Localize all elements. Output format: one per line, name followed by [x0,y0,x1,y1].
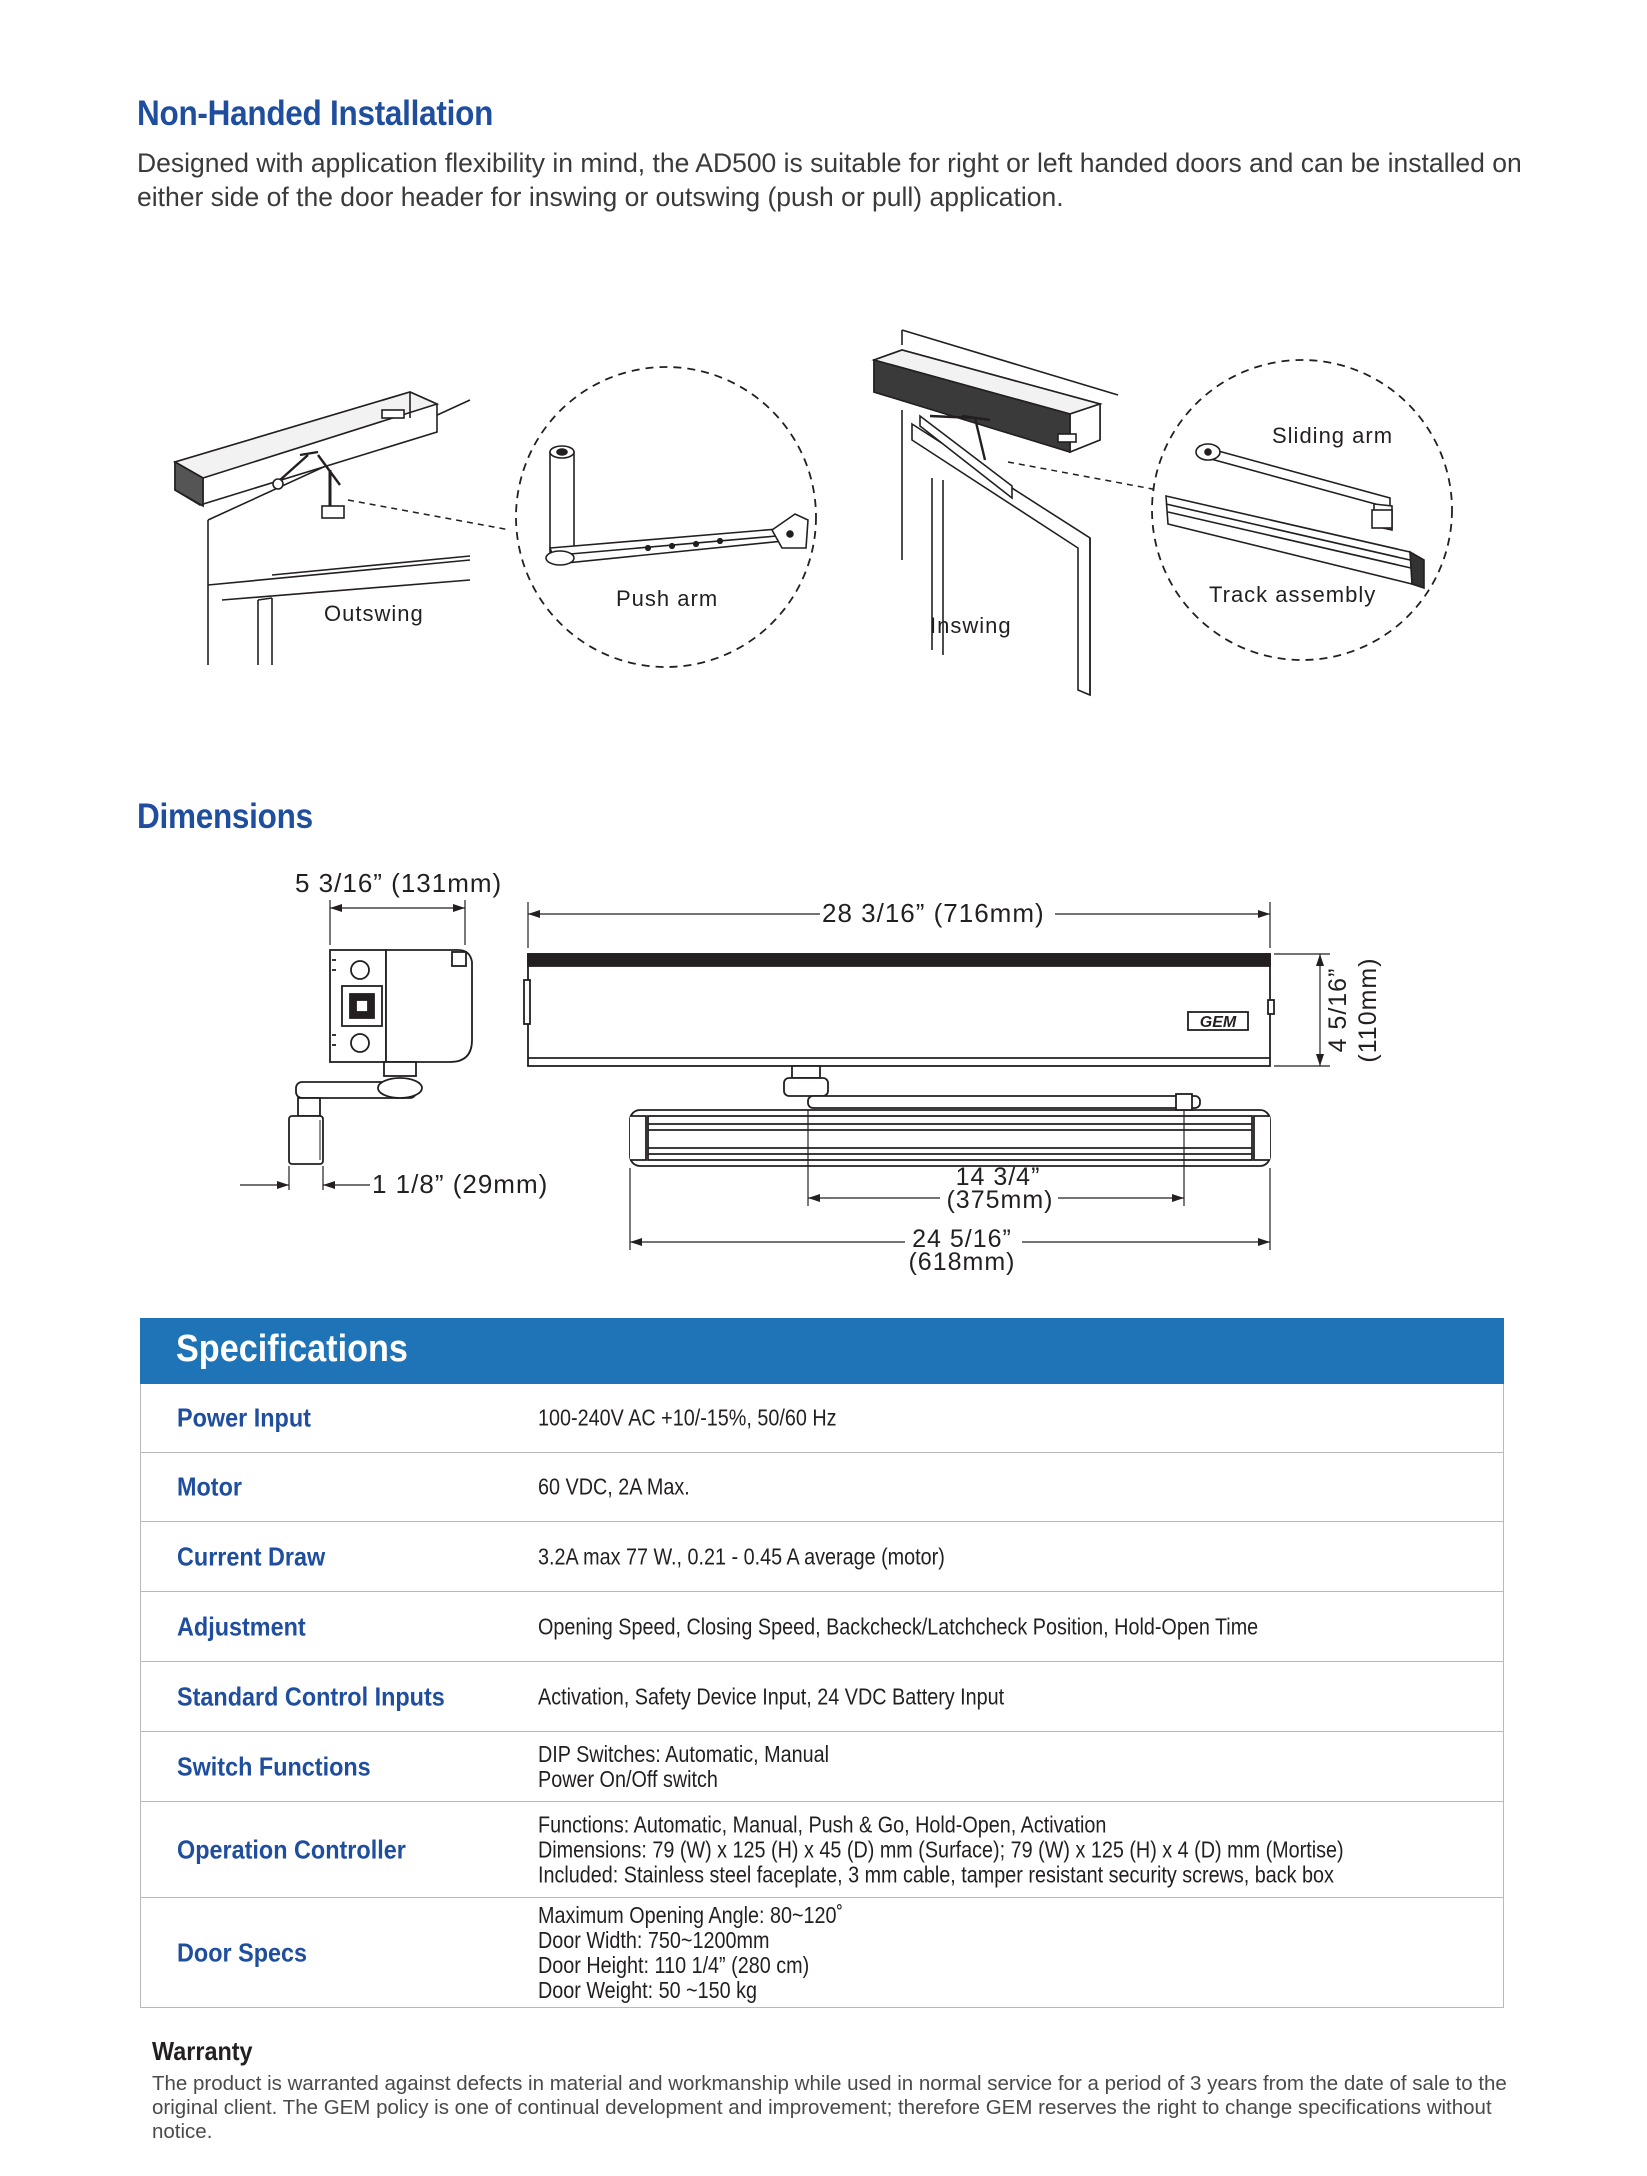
spec-value [538,1903,843,2003]
push-arm-illustration [546,446,808,565]
push-arm-label: Push arm [616,586,719,611]
spec-row-switch-functions [141,1732,1503,1802]
spec-value-line: Door Weight: 50 ~150 kg [538,1976,758,2003]
spec-value [538,1406,837,1431]
install-heading: Non-Handed Installation [137,94,494,133]
spec-label: Door Specs [177,1937,308,1967]
spec-value-line: 60 VDC, 2A Max. [538,1473,690,1500]
spec-value-line: Functions: Automatic, Manual, Push & Go, Hold-Open, Activation [538,1811,1107,1837]
spec-value [538,1742,829,1792]
gem-logo: GEM [1199,1014,1237,1031]
spec-row-current-draw [141,1522,1503,1592]
spec-value [538,1614,1258,1639]
spec-value [538,1684,1004,1709]
spec-row-standard-control-inputs [141,1662,1503,1732]
height-dimension-label [1324,957,1382,1062]
spec-value-line: 100-240V AC +10/-15%, 50/60 Hz [538,1404,837,1431]
operator-front-view [524,902,1330,1250]
outswing-label: Outswing [324,601,424,626]
sliding-arm-label: Sliding arm [1272,423,1394,448]
specifications-table [140,1318,1504,2008]
spec-label: Power Input [177,1402,311,1433]
spec-label: Adjustment [177,1611,306,1641]
operator-side-view [240,900,472,1190]
spec-label: Standard Control Inputs [177,1681,445,1711]
spec-value-line: 3.2A max 77 W., 0.21 - 0.45 A average (motor) [538,1543,945,1569]
spec-value [538,1812,1344,1887]
spec-row-door-specs [141,1898,1503,2008]
height-dimension-label-line2: (110mm) [1354,957,1382,1063]
inswing-label: Inswing [930,613,1012,638]
spec-value [538,1475,690,1500]
spec-value-line: Maximum Opening Angle: 80~120˚ [538,1901,844,1928]
inswing-illustration [874,330,1118,695]
specifications-header [140,1318,1504,1384]
spec-row-power-input [141,1384,1503,1453]
sliding-arm-track-illustration [1166,444,1424,588]
track-assembly-label: Track assembly [1209,582,1377,607]
depth-dimension-label: 5 3/16” (131mm) [295,868,503,898]
track-length-dimension-label-line2: (618mm) [908,1248,1016,1276]
spec-value-line: Power On/Off switch [538,1765,718,1792]
spec-value-line: Activation, Safety Device Input, 24 VDC Battery Input [538,1683,1005,1709]
install-description: Designed with application flexibility in mind, the AD500 is suitable for right or left handed doors and can be installed on either side of the door header for inswing or outswing (push or pull) application. [137,148,1522,212]
specifications-title: Specifications [176,1328,408,1370]
spec-value-line: Included: Stainless steel faceplate, 3 mm cable, tamper resistant security screws, back box [538,1861,1334,1887]
height-dimension-label-line1: 4 5/16” [1324,967,1352,1053]
length-dimension-label: 28 3/16” (716mm) [822,898,1045,928]
spec-value-line: Dimensions: 79 (W) x 125 (H) x 45 (D) mm (Surface); 79 (W) x 125 (H) x 4 (D) mm (Mortise) [538,1836,1344,1862]
spec-value-line: Door Width: 750~1200mm [538,1926,770,1953]
outswing-connector [348,500,510,530]
warranty-text: The product is warranted against defects in material and workmanship while used in normal service for a period of 3 years from the date of sale to the original client. The GEM policy is one of continual development and improvement; therefore GEM reserves the right to change specifications without notice. [152,2072,1507,2143]
spec-value [538,1544,945,1569]
inswing-connector [1008,462,1158,490]
spec-value-line: Door Height: 110 1/4” (280 cm) [538,1951,810,1978]
outswing-illustration [175,392,470,665]
spec-label: Operation Controller [177,1834,406,1864]
track-length-dimension-label-line1: 24 5/16” [912,1225,1012,1253]
spec-row-motor [141,1453,1503,1522]
arm-offset-dimension-label: 1 1/8” (29mm) [372,1169,549,1199]
spec-value-line: Opening Speed, Closing Speed, Backcheck/Latchcheck Position, Hold-Open Time [538,1613,1259,1639]
spec-row-operation-controller [141,1802,1503,1898]
spec-label: Switch Functions [177,1751,371,1781]
spec-label: Motor [177,1471,242,1502]
dimensions-heading: Dimensions [137,797,313,836]
spec-value-line: DIP Switches: Automatic, Manual [538,1740,829,1767]
track-span-dimension-label-line2: (375mm) [946,1186,1054,1214]
track-span-dimension-label-line1: 14 3/4” [955,1163,1041,1191]
warranty-heading: Warranty [152,2036,253,2066]
spec-row-adjustment [141,1592,1503,1662]
spec-label: Current Draw [177,1541,326,1571]
specifications-rows [140,1384,1504,2008]
